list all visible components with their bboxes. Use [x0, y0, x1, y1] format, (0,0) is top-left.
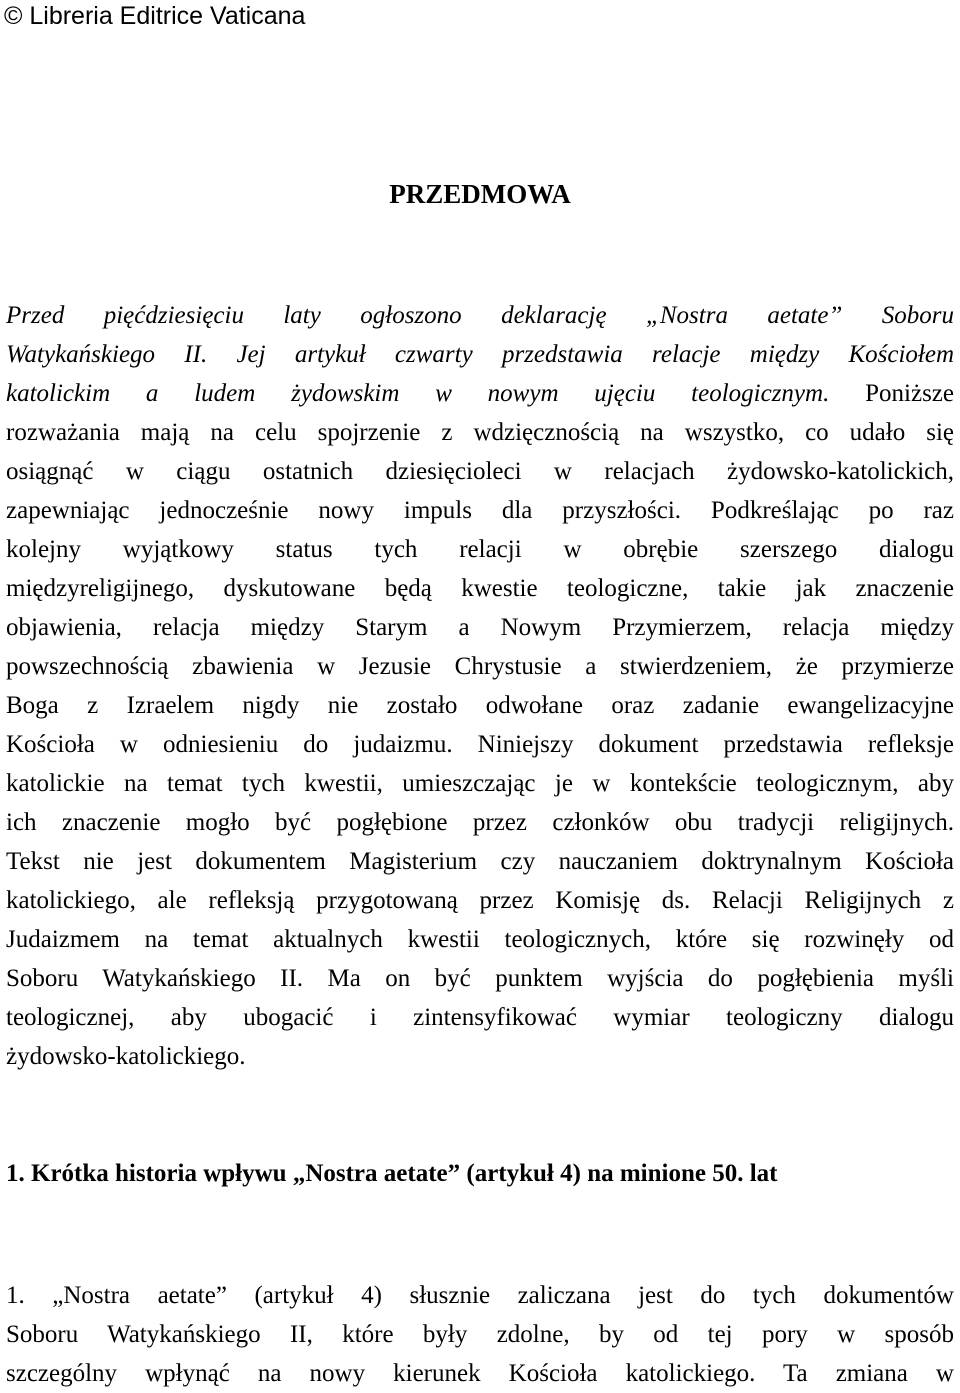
preface-line-text: Boga z Izraelem nigdy nie zostało odwołane oraz zadanie ewangelizacyjne	[6, 692, 954, 719]
preface-line	[6, 530, 954, 569]
preface-line	[6, 725, 954, 764]
preface-paragraph	[6, 296, 954, 1076]
preface-line-text: powszechnością zbawienia w Jezusie Chrystusie a stwierdzeniem, że przymierze	[6, 653, 954, 680]
section-paragraph	[6, 1276, 954, 1393]
preface-line	[6, 881, 954, 920]
section-line: 1. „Nostra aetate” (artykuł 4) słusznie zaliczana jest do tych dokumentów	[6, 1282, 954, 1309]
preface-line-italic-text: katolickim a ludem żydowskim w nowym ujęciu teologicznym.	[6, 380, 830, 407]
preface-line	[6, 764, 954, 803]
preface-line-text: osiągnąć w ciągu ostatnich dziesięcioleci w relacjach żydowsko-katolickich,	[6, 458, 954, 485]
preface-line	[6, 413, 954, 452]
preface-line	[6, 803, 954, 842]
preface-line-text: żydowsko-katolickiego.	[6, 1043, 246, 1070]
preface-line	[6, 569, 954, 608]
preface-line	[6, 608, 954, 647]
preface-line-text: Poniższe	[829, 380, 954, 407]
preface-line	[6, 842, 954, 881]
preface-line-text: międzyreligijnego, dyskutowane będą kwestie teologiczne, takie jak znaczenie	[6, 575, 954, 602]
preface-line	[6, 959, 954, 998]
preface-line-text: Judaizmem na temat aktualnych kwestii teologicznych, które się rozwinęły od	[6, 926, 954, 953]
preface-line-text: katolickiego, ale refleksją przygotowaną przez Komisję ds. Relacji Religijnych z	[6, 887, 954, 914]
section-heading: 1. Krótka historia wpływu „Nostra aetate” (artykuł 4) na minione 50. lat	[6, 1160, 778, 1187]
preface-line-italic-text: Watykańskiego II. Jej artykuł czwarty przedstawia relacje między Kościołem	[6, 341, 954, 368]
preface-line-text: Kościoła w odniesieniu do judaizmu. Niniejszy dokument przedstawia refleksje	[6, 731, 954, 758]
preface-line-italic-text: Przed pięćdziesięciu laty ogłoszono deklarację „Nostra aetate” Soboru	[6, 302, 954, 329]
preface-line-text: katolickie na temat tych kwestii, umieszczając je w kontekście teologicznym, aby	[6, 770, 954, 797]
preface-line	[6, 647, 954, 686]
section-line: Soboru Watykańskiego II, które były zdolne, by od tej pory w sposób	[6, 1321, 954, 1348]
preface-line	[6, 998, 954, 1037]
preface-line-text: Tekst nie jest dokumentem Magisterium czy nauczaniem doktrynalnym Kościoła	[6, 848, 954, 875]
preface-line-text: ich znaczenie mogło być pogłębione przez członków obu tradycji religijnych.	[6, 809, 954, 836]
preface-line-text: kolejny wyjątkowy status tych relacji w obrębie szerszego dialogu	[6, 536, 954, 563]
preface-line-text: zapewniając jednocześnie nowy impuls dla przyszłości. Podkreślając po raz	[6, 497, 954, 524]
preface-line-text: rozważania mają na celu spojrzenie z wdzięcznością na wszystko, co udało się	[6, 419, 954, 446]
preface-line-text: teologicznej, aby ubogacić i zintensyfikować wymiar teologiczny dialogu	[6, 1004, 954, 1031]
copyright-notice: © Libreria Editrice Vaticana	[4, 2, 306, 30]
preface-line	[6, 920, 954, 959]
preface-line	[6, 296, 954, 335]
section-line: szczególny wpłynąć na nowy kierunek Kościoła katolickiego. Ta zmiana w	[6, 1360, 954, 1387]
preface-line	[6, 491, 954, 530]
preface-line-text: objawienia, relacja między Starym a Nowym Przymierzem, relacja między	[6, 614, 954, 641]
page-title: PRZEDMOWA	[389, 179, 571, 209]
preface-line	[6, 452, 954, 491]
preface-line	[6, 335, 954, 374]
preface-line-text: Soboru Watykańskiego II. Ma on być punktem wyjścia do pogłębienia myśli	[6, 965, 954, 992]
preface-line	[6, 374, 954, 413]
preface-line	[6, 686, 954, 725]
preface-line	[6, 1037, 954, 1076]
